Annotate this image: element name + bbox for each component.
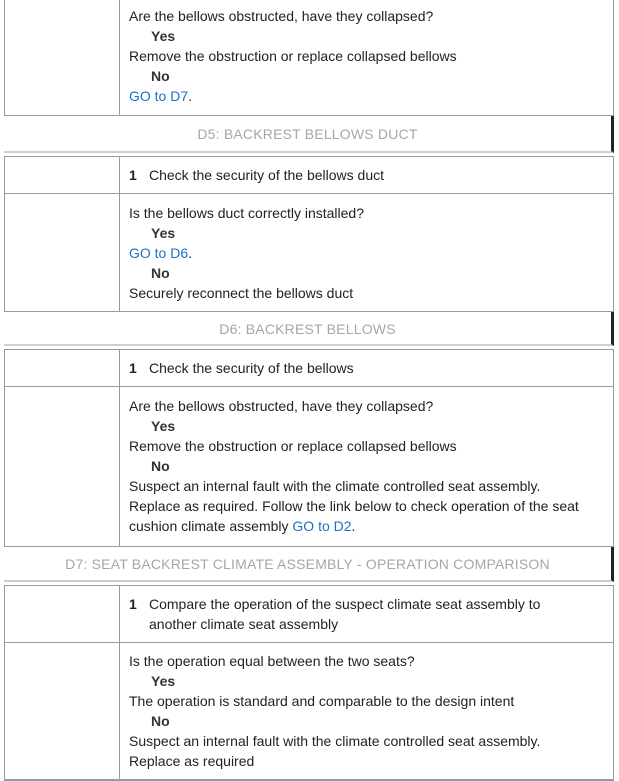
d5-result-row: Is the bellows duct correctly installed? Yes GO to D6. No Securely reconnect the bellows duct bbox=[4, 194, 614, 312]
d7-yes-label: Yes bbox=[151, 673, 176, 689]
d5-no-label: No bbox=[151, 265, 170, 281]
d6-no-line1: Suspect an internal fault with the climate controlled seat assembly. bbox=[129, 478, 541, 494]
d4-yes-action: Remove the obstruction or replace collapsed bellows bbox=[129, 48, 457, 64]
d6-no-line3: cushion climate assembly bbox=[129, 518, 289, 534]
d4-yes-label: Yes bbox=[151, 28, 176, 44]
d6-yes-action: Remove the obstruction or replace collapsed bellows bbox=[129, 438, 457, 454]
d6-yes-label: Yes bbox=[151, 418, 176, 434]
d7-step-line2: another climate seat assembly bbox=[149, 616, 339, 632]
d7-result-row bbox=[4, 643, 614, 781]
goto-d6-link[interactable]: GO to D6 bbox=[129, 245, 189, 261]
d6-question: Are the bellows obstructed, have they collapsed? bbox=[129, 398, 434, 414]
d6-no-label: No bbox=[151, 458, 170, 474]
diagnostic-document bbox=[4, 0, 614, 781]
d7-no-line1: Suspect an internal fault with the climate controlled seat assembly. bbox=[129, 733, 541, 749]
d7-no-label: No bbox=[151, 713, 170, 729]
goto-d7-link[interactable]: GO to D7 bbox=[129, 88, 189, 104]
d4-result-row: Are the bellows obstructed, have they collapsed? Yes Remove the obstruction or replace collapsed bellows No GO to D7. bbox=[4, 0, 614, 116]
d5-yes-label: Yes bbox=[151, 225, 176, 241]
d5-step-number: 1 bbox=[129, 167, 137, 183]
d6-no-line2: Replace as required. Follow the link below to check operation of the seat bbox=[129, 498, 579, 514]
d7-no-line2: Replace as required bbox=[129, 753, 255, 769]
d4-no-label: No bbox=[151, 68, 170, 84]
d7-step-number: 1 bbox=[129, 596, 137, 612]
d6-result-row: Are the bellows obstructed, have they collapsed? Yes Remove the obstruction or replace collapsed bellows No Suspect an internal fault with the climate controlled seat assembly. Replace as required. Follow the link below to check operation of the seat cushion climate assembly GO to D2. bbox=[4, 387, 614, 547]
d6-step-row bbox=[4, 349, 614, 387]
d6-step-number: 1 bbox=[129, 360, 137, 376]
d6-step-text: Check the security of the bellows bbox=[149, 360, 354, 376]
d7-yes-action: The operation is standard and comparable to the design intent bbox=[129, 693, 515, 709]
d6-section-header: D6: BACKREST BELLOWS bbox=[4, 312, 614, 346]
d5-section-header: D5: BACKREST BELLOWS DUCT bbox=[4, 116, 614, 153]
d5-question: Is the bellows duct correctly installed? bbox=[129, 205, 364, 221]
d7-section-header: D7: SEAT BACKREST CLIMATE ASSEMBLY - OPERATION COMPARISON bbox=[4, 547, 614, 582]
d5-step-text: Check the security of the bellows duct bbox=[149, 167, 385, 183]
d7-question: Is the operation equal between the two seats? bbox=[129, 653, 415, 669]
d7-step-line1: Compare the operation of the suspect climate seat assembly to bbox=[149, 596, 541, 612]
d4-question: Are the bellows obstructed, have they collapsed? bbox=[129, 8, 434, 24]
d7-step-row bbox=[4, 585, 614, 643]
d5-no-action: Securely reconnect the bellows duct bbox=[129, 285, 354, 301]
d5-step-row bbox=[4, 156, 614, 194]
goto-d2-link[interactable]: GO to D2 bbox=[292, 518, 352, 534]
